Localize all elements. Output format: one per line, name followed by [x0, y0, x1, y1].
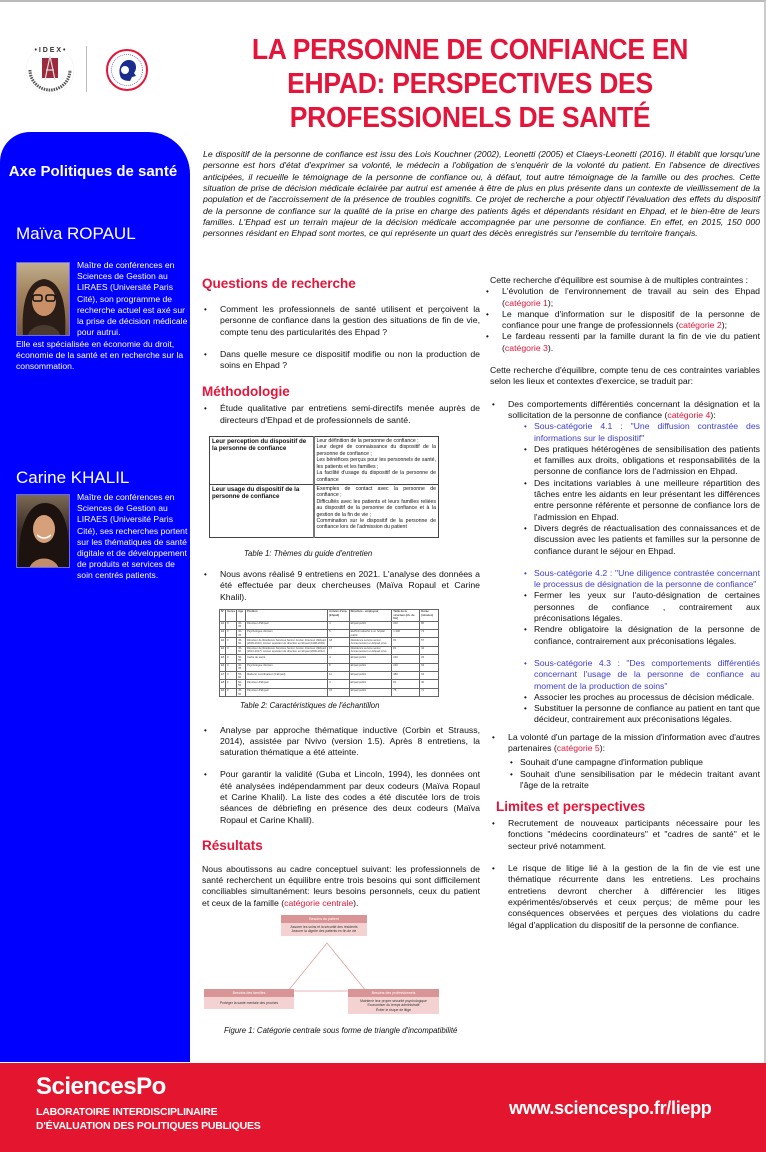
item-text: Le fardeau ressenti par la famille durant la fin de vie du patient ( — [502, 331, 760, 353]
table-cell: 17 — [328, 646, 349, 654]
table-cell: Résidence service senior. Anciennement en Ehpad privé — [349, 646, 392, 654]
table-cell: F — [226, 680, 237, 688]
table-header-cell: Années d'exp. (Ehpad) — [328, 609, 349, 621]
table-cell: E9 — [220, 688, 226, 696]
table-cell: F — [226, 646, 237, 654]
list-item: • Nous avons réalisé 9 entretiens en 2021. L'analyse des données a été effectuée par deux chercheuses (Maïva Ropaul et Carine Khalil). — [202, 569, 480, 603]
author-bio: Maître de conférences en Sciences de Gestion au LIRAES (Université Paris Cité), ses recherches portent sur les thématiques de santé digitale et de développement de produits et services de soin centrés patients. — [77, 492, 188, 581]
table-row — [220, 646, 439, 654]
list-item: • Le risque de litige lié à la gestion de la fin de vie est une thématique récurrente dans les entretiens. Les prochains entretiens devront chercher à différencier les litiges expérimentés/observés et ceux perçus; de même pour les conséquences observées et perçues des violations du cadre légal d'application du dispositif de la personne de confiance. — [490, 863, 760, 931]
lab-name-line: D'ÉVALUATION DES POLITIQUES PUBLIQUES — [36, 1120, 261, 1132]
table-row — [220, 629, 439, 637]
table-cell: 50-55 — [237, 655, 246, 663]
item-end: ). — [547, 342, 554, 353]
list-item: • Associer les proches au processus de décision médicale. — [522, 692, 760, 703]
list-item: • Étude qualitative par entretiens semi-directifs menée auprès de directeurs d'Ehpad et de professionnels de santé. — [202, 403, 480, 426]
introduction-text: Le dispositif de la personne de confiance est issu des Lois Kouchner (2002), Leonetti (2005) et Claeys-Leonetti (2016). Il établit que lorsqu'une personne est hors d'état d'exprimer sa volonté, le médecin a l'obligation de s'enquérir de la volonté du patient. En l'absence de directives anticipées, il recueille le témoignage de la personne de confiance ou, à défaut, tout autre témoignage de la famille ou des proches. Cette situation de prise de décision médicale éclairée par autrui est amenée à être de plus en plus présente dans un contexte de vieillissement de la population et de l'accroissement de la présence de troubles cognitifs. Ce projet de recherche a pour objectif l'évaluation des effets du dispositif de la personne de confiance sur la qualité de la prise en charge des patients âgés et dépendants résidant en Ehpad, et le bien-être de leurs familles. L'Ehpad est un terrain majeur de la décision médicale accompagnée par une personne de confiance. En effet, en 2015, 150 000 personnes résidant en Ehpad sont mortes, ce qui représente un quart des décès enregistrés sur l'ensemble du territoire français. — [203, 149, 760, 239]
table-cell: Directeur de Résidence Services Senior. Ancien directeur d'Ehpad (2009-2016). Ancien assistant de direction en Ehpad (1998-2009) — [246, 638, 326, 646]
author-bio: Maître de conférences en Sciences de Gestion au LIRAES (Université Paris Cité), son programme de recherche actuel est axé sur la prise de décision médicale pour autrui. — [77, 260, 188, 338]
table-cell: Cadre de santé — [245, 655, 327, 663]
author-photo — [16, 494, 70, 568]
logo-separator — [86, 46, 87, 92]
footer-banner — [0, 1063, 766, 1152]
table-cell: 50-55 — [237, 680, 246, 688]
triangle-shape — [287, 942, 367, 992]
table-cell: 30-35 — [237, 629, 246, 637]
table-cell: 15 — [328, 688, 349, 696]
table-cell-key: Leur usage du dispositif de la personne de confiance — [210, 484, 314, 537]
table-cell: Médecin coordinateur (6 Ehpad) — [245, 672, 327, 680]
box-title: Besoins des familles — [204, 989, 294, 997]
table-cell: 30-35 — [237, 621, 246, 629]
table-header-cell: Structure - employeur — [349, 609, 392, 621]
table-header-cell: Genre — [226, 609, 237, 621]
table-row — [220, 688, 439, 696]
list-item: • Dans quelle mesure ce dispositif modifie ou non la production de soins en Ehpad ? — [202, 349, 480, 372]
categories-list — [490, 399, 760, 792]
category-label: catégorie 3 — [504, 342, 548, 353]
list-item: • Pour garantir la validité (Guba et Lincoln, 1994), les données ont été analysées indépendamment par deux codeurs (Maïva Ropaul et Carine Khalil). La liste des codes a été discutée lors de trois séances de débriefing en présence des deux codeurs (Maïva Ropaul et Carine Khalil). — [202, 769, 480, 825]
item-end: ): — [710, 409, 716, 420]
table-cell: E2 — [220, 629, 226, 637]
table-cell: 45-50 — [237, 688, 246, 696]
list-item: • Comment les professionnels de santé utilisent et perçoivent la personne de confiance dans la gestion des situations de fin de vie, compte tenu des particularités des Ehpad ? — [202, 304, 480, 338]
investir-l-avenir-logo — [105, 48, 149, 92]
list-item: • Souhait d'une sensibilisation par le médecin traitant avant l'âge de la retraite — [508, 769, 760, 792]
category-label: catégorie 4 — [667, 409, 711, 420]
table-cell: E1 — [220, 621, 226, 629]
table-cell: 18 — [328, 638, 349, 646]
table-cell: 26 — [420, 655, 439, 663]
box-title: Besoins des professionnels — [348, 989, 439, 997]
table-line: Les bénéfices perçus pour les personnels de santé, les patients et les familles ; — [316, 457, 436, 470]
table-caption: Table 2: Caractéristiques de l'échantillon — [240, 701, 380, 711]
list-item — [484, 331, 760, 354]
research-axis-title: Axe Politiques de santé — [8, 163, 178, 180]
table-cell: 73 — [420, 629, 439, 637]
item-end: ); — [547, 297, 554, 308]
box-line: Éviter le risque de litige — [375, 1007, 412, 1012]
list-item — [484, 309, 760, 332]
table-cell: 30 — [420, 680, 439, 688]
lab-name-line: LABORATOIRE INTERDISCIPLINAIRE — [36, 1106, 218, 1118]
website-link[interactable]: www.sciencespo.fr/liepp — [509, 1098, 712, 1118]
partner-logos — [20, 40, 170, 100]
list-item: • Souhait d'une campagne d'information publique — [508, 757, 760, 768]
limits-list — [490, 818, 760, 931]
table-header-row — [220, 609, 439, 621]
category-link: catégorie centrale — [284, 897, 354, 908]
box-body — [281, 923, 367, 935]
table-cell: 81 — [392, 646, 420, 654]
list-item: • Rendre obligatoire la désignation de la personne de confiance, contrairement aux préconisations légales. — [522, 624, 760, 647]
section-heading: Méthodologie — [202, 384, 290, 400]
table-cell: Psychologue clinicien — [245, 663, 327, 671]
table-cell: 4 — [328, 680, 349, 688]
subcategory-title: • Sous-catégorie 4.3 : "Des comportements différentiés concernant l'usage de la personne de confiance au moment de la production de soins" — [522, 658, 760, 692]
table-cell: Directeur d'Ehpad — [245, 680, 327, 688]
table-cell: 42 — [420, 646, 439, 654]
table-cell: E8 — [220, 680, 226, 688]
table-cell: Directeur d'Ehpad — [245, 621, 327, 629]
professional-needs-box — [348, 989, 439, 1014]
figure-caption: Figure 1: Catégorie centrale sous forme de triangle d'incompatibilité — [224, 1026, 458, 1036]
table-cell: 4 — [328, 621, 349, 629]
box-line: Economiser du temps administratif — [367, 1003, 420, 1008]
table-row — [220, 680, 439, 688]
table-cell: Ehpad public — [349, 680, 392, 688]
table-cell: 57 — [420, 638, 439, 646]
table-cell: 11 — [328, 672, 349, 680]
table-row — [220, 638, 439, 646]
authors-sidebar — [0, 132, 190, 1062]
list-item — [490, 732, 760, 791]
author-name: Maïva ROPAUL — [16, 224, 136, 243]
list-item: • Analyse par approche thématique inductive (Corbin et Strauss, 2014), assistée par Nvivo (version 1.5). Après 8 entretiens, la saturation thématique a été atteinte. — [202, 725, 480, 759]
table-caption: Table 1: Thèmes du guide d'entretien — [244, 548, 373, 558]
list-item: • Des pratiques hétérogènes de sensibilisation des patients et familles aux droits, obligations et responsabilités de la personne de confiance lors de l'admission en Ehpad. — [522, 444, 760, 478]
constraints-list — [484, 286, 760, 354]
methodology-list — [202, 725, 480, 826]
table-line: Leur définition de la personne de confiance ; — [316, 438, 419, 445]
item-text: Le manque d'information sur le dispositif de la personne de confiance pour une frange de professionnels ( — [502, 308, 760, 331]
table-row — [210, 484, 439, 537]
table-cell: Psychologue clinicien — [245, 629, 327, 637]
author-photo — [16, 262, 70, 336]
translation-intro: Cette recherche d'équilibre, compte tenu de ces contraintes variables selon les lieux et contextes d'exercice, se traduit par: — [490, 365, 760, 387]
table-cell: 45-50 — [237, 646, 246, 654]
list-item: • Substituer la personne de confiance au patient en tant que décideur, contrairement aux préconisations légales. — [522, 703, 760, 726]
table-cell-value — [314, 484, 439, 537]
subcategory-title: • Sous-catégorie 4.2 : "Une diligence contrastée concernant le processus de désignation de la personne de confiance" — [522, 568, 760, 591]
table-cell-key: Leur perception du dispositif de la personne de confiance — [210, 437, 314, 485]
table-header-cell: Age — [237, 609, 246, 621]
table-cell: Directeur de Résidence Services Senior. Ancien directeur d'Ehpad (2013-2017). Ancien assistant de direction en Ehpad (2000-2012) — [246, 647, 326, 654]
table-cell: 240 — [392, 655, 420, 663]
table-header-cell: Taille de la structure (nb. de lits) — [392, 609, 420, 621]
list-item: • Divers degrés de réactualisation des connaissances et de discussion avec les patients et familles sur la personne de confiance durant le séjour en Ehpad. — [522, 523, 760, 557]
box-body — [348, 997, 439, 1014]
list-item — [490, 399, 760, 726]
box-line: Assurer les soins et la sécurité des résidents — [290, 925, 358, 930]
title-line: PROFESSIONELS DE SANTÉ — [289, 102, 651, 134]
table-cell: F — [226, 672, 237, 680]
incompatibility-triangle-figure — [202, 915, 482, 1025]
poster-title — [219, 33, 721, 135]
table-cell: F — [226, 638, 237, 646]
table-line: Exemples de contact avec la personne de confiance ; — [316, 485, 436, 499]
table-cell: Ehpad public — [349, 663, 392, 671]
box-line: Maintenir leur propre sécurité psychologique — [360, 999, 427, 1004]
category-label: catégorie 5 — [556, 742, 600, 753]
table-cell: 1 400 — [392, 629, 420, 637]
table-cell: E6 — [220, 663, 226, 671]
patient-needs-box — [281, 915, 367, 936]
box-line: Protéger la santé mentale des proches — [219, 1001, 279, 1006]
item-text: Des comportements différentiés concernant la désignation et la sollicitation de la personne de confiance ( — [508, 398, 760, 420]
list-item: • Fermer les yeux sur l'auto-désignation de certaines personnes de confiance , contrairement aux préconisations légales. — [522, 590, 760, 624]
table-cell: 480 — [392, 672, 420, 680]
table-cell: 8 — [328, 663, 349, 671]
table-row — [220, 621, 439, 629]
item-end: ): — [599, 742, 606, 753]
table-cell: 81 — [392, 638, 420, 646]
table-line: Commination sur le dispositif de la personne de confiance lors de l'admission du patient — [316, 517, 436, 531]
subcategory-title: • Sous-catégorie 4.1 : "Une diffusion contrastée des informations sur le dispositif" — [522, 421, 760, 444]
results-text-body: Nous aboutissons au cadre conceptuel suivant: les professionnels de santé recherchent un équilibre entre trois besoins qui sont difficilement conciliables simultanément: leurs besoins personnels, ceux du patient et ceux de la famille ( — [202, 863, 480, 908]
table-cell-value — [314, 437, 439, 485]
table-cell: 71 — [420, 688, 439, 696]
item-text: La volonté d'un partage de la mission d'information avec d'autres partenaires ( — [508, 731, 760, 753]
table-cell: Ehpad public — [349, 672, 392, 680]
table-cell: 30-35 — [237, 663, 246, 671]
table-cell: EHPAD rattaché à un hôpital public — [349, 629, 392, 637]
results-text — [202, 864, 480, 909]
methodology-list — [202, 403, 480, 426]
table-cell: 63 — [420, 672, 439, 680]
table-cell: 55-60 — [237, 672, 246, 680]
table-cell: 4 — [328, 655, 349, 663]
table-line: Difficultés avec les patients et leurs familles reliées au dispositif de la personne de confiance et à la gestion de la fin de vie ; — [316, 498, 436, 518]
table-cell: F — [226, 663, 237, 671]
category-label: catégorie 2 — [678, 320, 722, 331]
box-title: Besoins du patient — [281, 915, 367, 923]
table-cell: Ehpad public — [349, 621, 392, 629]
section-heading: Limites et perspectives — [496, 799, 646, 815]
table-row — [220, 672, 439, 680]
methodology-list — [202, 569, 480, 603]
box-body — [204, 997, 294, 1009]
table-cell: 5 — [328, 629, 349, 637]
table-cell: Ehpad public — [349, 655, 392, 663]
table-cell: E3 — [220, 638, 226, 646]
subcategory-list — [508, 757, 760, 791]
item-end: ); — [721, 320, 728, 331]
table-header-cell: N° — [220, 609, 226, 621]
table-header-cell: Durée (minutes) — [420, 609, 439, 621]
table-cell: E7 — [220, 672, 226, 680]
table-row — [220, 655, 439, 663]
sample-table — [219, 609, 439, 697]
svg-text:• I D E X •: • I D E X • — [34, 47, 66, 54]
table-cell: 240 — [392, 621, 420, 629]
table-cell: 45-50 — [237, 638, 246, 646]
list-item: • Des incitations variables à une meilleure répartition des tâches entre les aidants en leur présentant les différences entre personne référente et personne de confiance lors de l'admission en Ehpad. — [522, 478, 760, 523]
author-bio-extra: Elle est spécialisée en économie du droit, économie de la santé et en recherche sur la consommation. — [16, 339, 184, 372]
family-needs-box — [204, 989, 294, 1009]
table-row — [210, 437, 439, 485]
author-name: Carine KHALIL — [16, 468, 130, 487]
table-line: Leur degré de connaissance du dispositif de la personne de confiance ; — [316, 444, 436, 457]
title-line: EHPAD: PERSPECTIVES DES — [287, 68, 653, 100]
results-text-end: ). — [353, 897, 359, 908]
box-line: Assurer la dignité des patients en fin de vie — [291, 929, 357, 934]
table-cell: F — [226, 621, 237, 629]
table-cell: F — [226, 629, 237, 637]
right-column — [490, 275, 760, 931]
table-cell: Ehpad public — [349, 688, 392, 696]
sciencespo-logo: SciencesPo — [36, 1073, 166, 1100]
title-line: LA PERSONNE DE CONFIANCE EN — [251, 34, 689, 66]
idex-universite-paris-cite-logo — [20, 40, 80, 100]
table-cell: 63 — [420, 663, 439, 671]
table-cell: Résidence service senior. Anciennement en Ehpad privé — [349, 638, 392, 646]
table-cell: Directeur d'Ehpad — [245, 688, 327, 696]
table-header-cell: Position — [245, 609, 327, 621]
table-cell: 240 — [392, 663, 420, 671]
research-questions-list — [202, 304, 480, 371]
table-cell: 81 — [392, 680, 420, 688]
left-column — [202, 276, 480, 1036]
table-cell: 75 — [392, 688, 420, 696]
list-item — [484, 286, 760, 309]
subcategory-list — [522, 421, 760, 725]
category-label: catégorie 1 — [504, 297, 548, 308]
interview-guide-table — [209, 436, 439, 538]
constraints-intro: Cette recherche d'équilibre est soumise à de multiples contraintes : — [490, 275, 749, 285]
table-cell: E5 — [220, 655, 226, 663]
table-line: La facilité d'usage du dispositif de la personne de confiance — [316, 470, 436, 483]
table-cell: F — [226, 655, 237, 663]
list-item: • Recrutement de nouveaux participants nécessaire pour les fonctions "médecins coordinateurs" et "cadres de santé" et le secteur privé notamment. — [490, 818, 760, 852]
table-cell: E4 — [220, 646, 226, 654]
section-heading: Questions de recherche — [202, 276, 356, 291]
section-heading: Résultats — [202, 837, 263, 853]
table-cell: 80 — [420, 621, 439, 629]
table-cell: F — [226, 688, 237, 696]
item-text: L'évolution de l'environnement de travail au sein des Ehpad ( — [502, 286, 760, 308]
table-row — [220, 663, 439, 671]
